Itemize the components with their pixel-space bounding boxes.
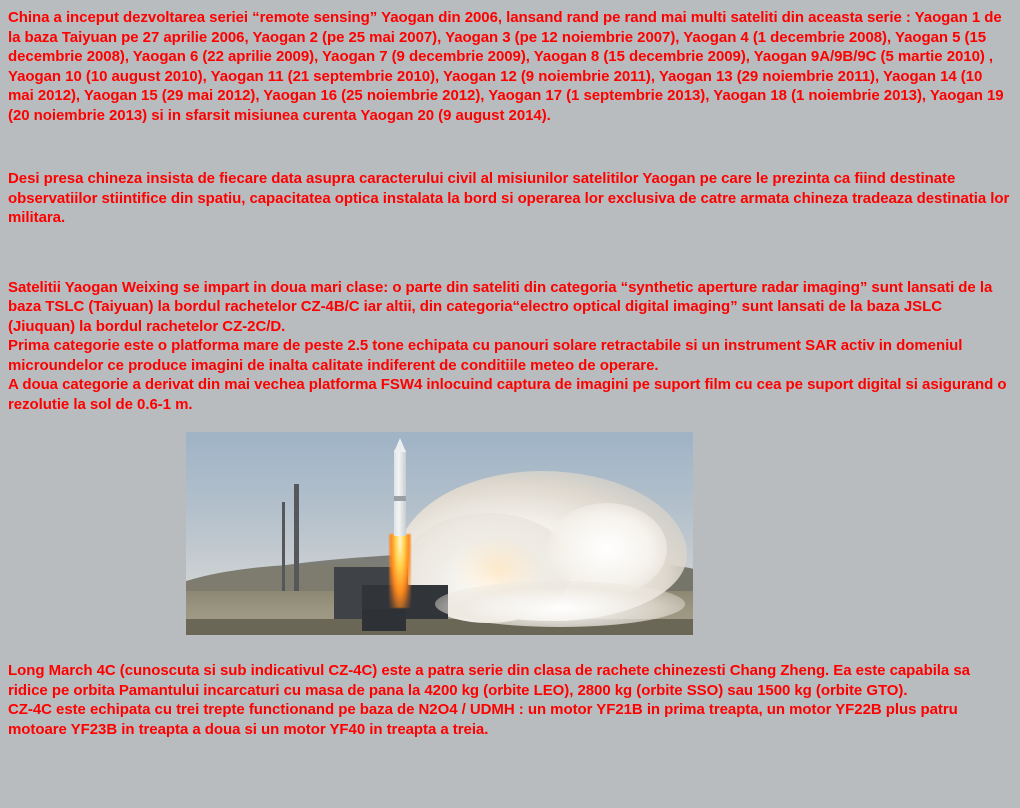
smoke-plume-low xyxy=(435,581,685,627)
text-block-1 xyxy=(8,8,1010,125)
rocket-band xyxy=(394,496,406,501)
text-block-3 xyxy=(8,278,1010,415)
figure-rocket-launch xyxy=(8,432,1010,635)
paragraph-long-march-4c: Long March 4C (cunoscuta si sub indicativul CZ-4C) este a patra serie din clasa de rachete chinezesti Chang Zheng. Ea este capabila sa ridice pe orbita Pamantului incarcaturi cu masa de pana la 4200 kg (orbite LEO), 2800 kg (orbite SSO) sau 1500 kg (orbite GTO). xyxy=(8,662,970,699)
rocket-body xyxy=(394,450,406,536)
paragraph-yaogan-series: China a inceput dezvoltarea seriei “remote sensing” Yaogan din 2006, lansand rand pe rand mai multi sateliti din aceasta serie : Yaogan 1 de la baza Taiyuan pe 27 aprilie 2006, Yaogan 2 (pe 25 mai 2007), Yaogan 3 (pe 12 noiembrie 2007), Yaogan 4 (1 decembrie 2008), Yaogan 5 (15 decembrie 2008), Yaogan 6 (22 aprilie 2009), Yaogan 7 (9 decembrie 2009), Yaogan 8 (15 decembrie 2009), Yaogan 9A/9B/9C (5 martie 2010) , Yaogan 10 (10 august 2010), Yaogan 11 (21 septembrie 2010), Yaogan 12 (9 noiembrie 2011), Yaogan 13 (29 noiembrie 2011), Yaogan 14 (10 mai 2012), Yaogan 15 (29 mai 2012), Yaogan 16 (25 noiembrie 2012), Yaogan 17 (1 septembrie 2013), Yaogan 18 (1 noiembrie 2013), Yaogan 19 (20 noiembrie 2013) si in sfarsit misiunea curenta Yaogan 20 (9 august 2014). xyxy=(8,9,1004,124)
text-block-4 xyxy=(8,661,1010,739)
paragraph-second-category: A doua categorie a derivat din mai vechea platforma FSW4 inlocuind captura de imagini pe suport film cu cea pe suport digital si asigurand o rezolutie la sol de 0.6-1 m. xyxy=(8,376,1007,413)
launch-photo xyxy=(186,432,693,635)
paragraph-two-classes: Satelitii Yaogan Weixing se impart in doua mari clase: o parte din sateliti din categoria “synthetic aperture radar imaging” sunt lansati de la baza TSLC (Taiyuan) la bordul rachetelor CZ-4B/C iar altii, din categoria“electro optical digital imaging” sunt lansati de la baza JSLC (Jiuquan) la bordul rachetelor CZ-2C/D. xyxy=(8,278,993,335)
engine-flame xyxy=(389,534,411,608)
paragraph-cz4c-stages: CZ-4C este echipata cu trei trepte functionand pe baza de N2O4 / UDMH : un motor YF21B in prima treapta, un motor YF22B plus patru motoare YF23B in treapta a doua si un motor YF40 in treapta a treia. xyxy=(8,701,958,738)
pad-base xyxy=(362,609,406,631)
paragraph-military-purpose: Desi presa chineza insista de fiecare data asupra caracterului civil al misiunilor satelitilor Yaogan pe care le prezinta ca fiind destinate observatiilor stiintifice din spatiu, capacitatea optica instalata la bord si operarea lor exclusiva de catre armata chineza tradeaza destinatia lor militara. xyxy=(8,170,1010,226)
paragraph-first-category: Prima categorie este o platforma mare de peste 2.5 tone echipata cu panouri solare retractabile si un instrument SAR activ in domeniul microundelor ce produce imagini de inalta calitate indiferent de conditiile meteo de operare. xyxy=(8,337,963,374)
text-block-2 xyxy=(8,169,1010,228)
